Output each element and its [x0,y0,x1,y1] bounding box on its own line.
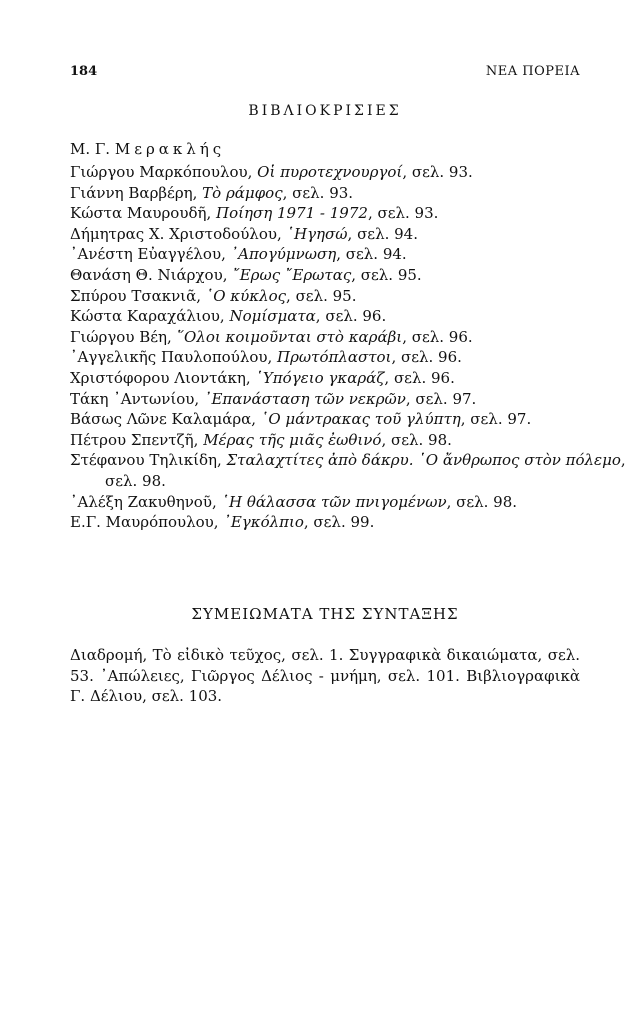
review-page: , σελ. 98. [381,430,452,449]
review-entry [70,244,580,265]
review-page: σελ. 98. [105,471,166,490]
section-title-editorial-notes: ΣΥΜΕΙΩΜΑΤΑ ΤΗΣ ΣΥΝΤΑΞΗΣ [191,605,459,623]
review-entry [70,265,580,286]
review-book-title: Οἱ πυροτεχνουργοί [257,163,403,181]
review-page: , σελ. 95. [286,286,357,305]
review-entry [70,389,580,410]
review-entry [70,286,580,307]
review-page: , σελ. 98. [446,492,518,511]
review-entry [70,183,580,204]
review-author: Δήμητρας Χ. Χριστοδούλου, [70,224,287,243]
review-page: , σελ. 94. [347,224,418,243]
review-page: , σελ. 99. [303,513,375,532]
review-author: Γιώργου Βέη, [70,327,177,346]
review-author: Σπύρου Τσακνιᾶ, [70,286,206,305]
review-author: Κώστα Καραχάλιου, [70,307,230,326]
review-book-title: ῾Υπόγειο γκαράζ [255,368,385,387]
review-page: , σελ. 97. [460,410,532,429]
review-author: Γιάννη Βαρβέρη, [70,183,203,202]
reviewer-name [70,140,225,158]
review-page: , σελ. 94. [336,245,407,264]
review-page: , σελ. 96. [402,327,473,346]
editorial-notes [70,645,580,707]
review-page: , [620,451,626,470]
review-book-title: Νομίσματα [229,307,316,326]
section-title-reviews: ΒΙΒΛΙΟΚΡΙΣΙΕΣ [248,103,402,119]
review-book-title: Πρωτόπλαστοι [277,348,392,367]
reviewer-initials: Μ. Γ. [70,140,111,158]
review-entry [70,327,580,348]
review-author: Χριστόφορου Λιοντάκη, [70,368,256,387]
review-book-title: Μέρας τῆς μιᾶς ἐωθινό [203,430,382,449]
review-book-title: ῾Ηγησώ [286,224,348,243]
review-book-title: ᾿Απογύμνωση [230,245,337,264]
review-author: Θανάση Θ. Νιάρχου, [70,265,233,284]
review-book-title: ῾Ο μάντρακας τοῦ γλύπτη [260,410,461,429]
review-page: , σελ. 96. [384,368,455,387]
review-entry [70,347,580,368]
review-author: Πέτρου Σπεντζῆ, [70,430,204,449]
page-number: 184 [70,64,98,79]
review-book-title: ῞Ολοι κοιμοῦνται στὸ καράβι [176,327,403,346]
journal-name: ΝΕΑ ΠΟΡΕΙΑ [485,64,580,79]
review-book-title: Ποίηση 1971 - 1972 [216,204,368,223]
review-entry [70,162,580,183]
review-page: , σελ. 93. [282,183,354,202]
review-page: , σελ. 97. [405,389,477,408]
review-entry [70,471,580,492]
review-author: Γιώργου Μαρκόπουλου, [70,163,258,181]
review-page: , σελ. 95. [351,265,422,284]
review-book-title: ῎Ερως ῎Ερωτας [232,265,352,284]
review-entry [70,450,626,471]
review-entry [70,430,580,451]
review-list [70,162,626,533]
review-page: , σελ. 96. [315,307,387,326]
review-author: ᾿Αγγελικῆς Παυλοπούλου, [70,348,278,367]
review-page: , σελ. 93. [367,204,439,223]
review-author: ᾿Ανέστη Εὐαγγέλου, [70,245,231,264]
review-entry [70,492,580,513]
review-author: ᾿Αλέξη Ζακυθηνοῦ, [70,492,222,511]
review-page: , σελ. 93. [402,163,473,181]
review-author: Ε.Γ. Μαυρόπουλου, [70,513,224,532]
review-author: Στέφανου Τηλικίδη, [70,451,227,470]
reviewer-surname: Μερακλής [114,140,226,158]
review-entry [70,306,580,327]
review-page: , σελ. 96. [391,348,462,367]
review-entry [70,409,580,430]
review-entry [70,203,580,224]
review-book-title: ᾿Εγκόλπιο [223,513,304,532]
review-author: Τάκη ᾿Αντωνίου, [70,389,204,408]
review-book-title: Τὸ ράμφος [202,183,283,202]
review-author: Βάσως Λῶνε Καλαμάρα, [70,410,261,429]
review-author: Κώστα Μαυρουδῆ, [70,204,217,223]
review-book-title: Σταλαχτίτες ἀπὸ δάκρυ. ῾Ο ἄνθρωπος στὸν πόλεμο [226,451,621,470]
review-book-title: ᾿Επανάσταση τῶν νεκρῶν [203,389,406,408]
review-entry [70,368,580,389]
review-book-title: ῾Ο κύκλος [205,286,287,305]
editorial-notes-text: Διαδρομή, Τὸ εἰδικὸ τεῦχος, σελ. 1. Συγγραφικὰ δικαιώματα, σελ. 53. ᾿Απώλειες, Γιῶργος Δέλιος - μνήμη, σελ. 101. Βιβλιογραφικὰ Γ. Δέλιου, σελ. 103. [70,646,580,706]
review-entry [70,224,580,245]
review-entry [70,512,580,533]
review-book-title: ῾Η θάλασσα τῶν πνιγομένων [221,492,447,511]
running-header [70,64,580,84]
